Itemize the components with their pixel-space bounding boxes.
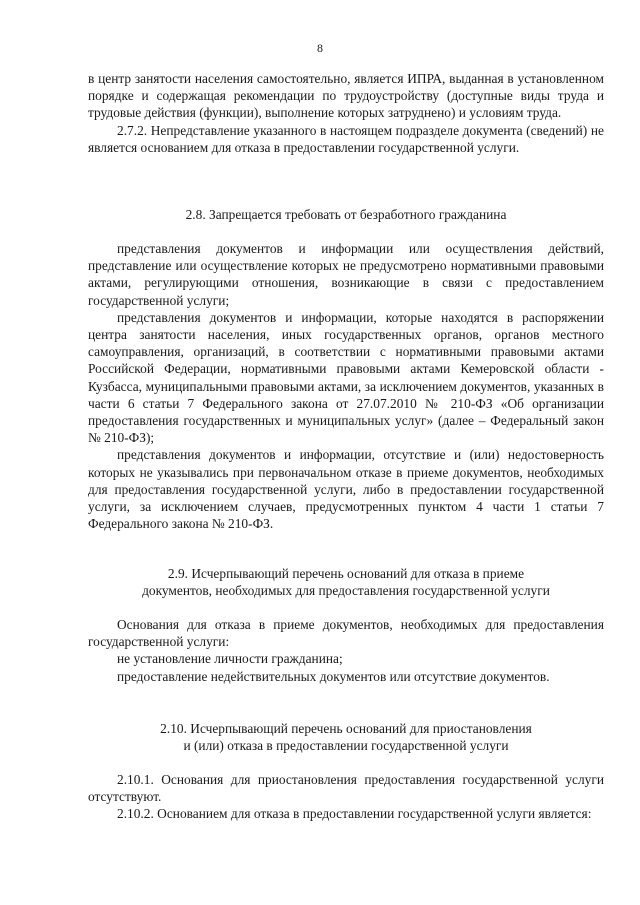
paragraph-2-9-1: Основания для отказа в приеме документов, необходимых для предоставления государственной услуги: xyxy=(88,617,604,650)
paragraph-2-8-1: представления документов и информации или осуществления действий, представление или осуществление которых не предусмотрено нормативными правовыми актами, регулирующими отношения, возникающие в связи с предоставлением государственной услуги; xyxy=(88,241,604,308)
paragraph-2-10-2: 2.10.2. Основанием для отказа в предоставлении государственной услуги является: xyxy=(117,806,592,822)
section-2-10-body xyxy=(88,771,604,823)
heading-2-9-line1: 2.9. Исчерпывающий перечень оснований для отказа в приеме xyxy=(167,566,525,581)
paragraph-2-8-3: представления документов и информации, отсутствие и (или) недостоверность которых не указывались при первоначальном отказе в приеме документов, необходимых для предоставления государственной услуги, либо в предоставлении государственной услуги, за исключением случаев, предусмотренных пунктом 4 части 1 статьи 7 Федерального закона № 210-ФЗ. xyxy=(88,447,604,532)
heading-2-8: 2.8. Запрещается требовать от безработного гражданина xyxy=(185,207,507,222)
heading-2-10-line1: 2.10. Исчерпывающий перечень оснований для приостановления xyxy=(160,721,532,736)
section-2-8-body xyxy=(88,240,604,532)
paragraph-2-7-1-end: в центр занятости населения самостоятельно, является ИПРА, выданная в установленном порядке и содержащая рекомендации по трудоустройству (доступные виды труда и трудовые действия (функции), выполнение которых затруднено) и условиям труда. xyxy=(88,71,604,121)
page-number: 8 xyxy=(317,41,323,55)
section-2-7-continuation xyxy=(88,70,604,156)
heading-2-9-line2: документов, необходимых для предоставления государственной услуги xyxy=(142,583,550,598)
paragraph-2-8-2: представления документов и информации, которые находятся в распоряжении центра занятости населения, иных государственных органов, органов местного самоуправления, организаций, в соответствии с нормативными правовыми актами Российской Федерации, нормативными правовыми актами Кемеровской области - Кузбасса, муниципальными правовыми актами, за исключением документов, указанных в части 6 статьи 7 Федерального закона от 27.07.2010 № 210-ФЗ «Об организации предоставления государственных и муниципальных услуг» (далее – Федеральный закон № 210-ФЗ); xyxy=(88,309,604,446)
paragraph-2-7-2: 2.7.2. Непредставление указанного в настоящем подразделе документа (сведений) не является основанием для отказа в предоставлении государственной услуги. xyxy=(88,122,604,155)
paragraph-2-9-2: не установление личности гражданина; xyxy=(117,651,343,667)
paragraph-2-10-1: 2.10.1. Основания для приостановления предоставления государственной услуги отсутствуют. xyxy=(88,772,604,805)
section-2-9-body xyxy=(88,616,604,685)
paragraph-2-9-3: предоставление недействительных документов или отсутствие документов. xyxy=(117,668,550,684)
heading-2-10-line2: и (или) отказа в предоставлении государственной услуги xyxy=(183,738,509,753)
